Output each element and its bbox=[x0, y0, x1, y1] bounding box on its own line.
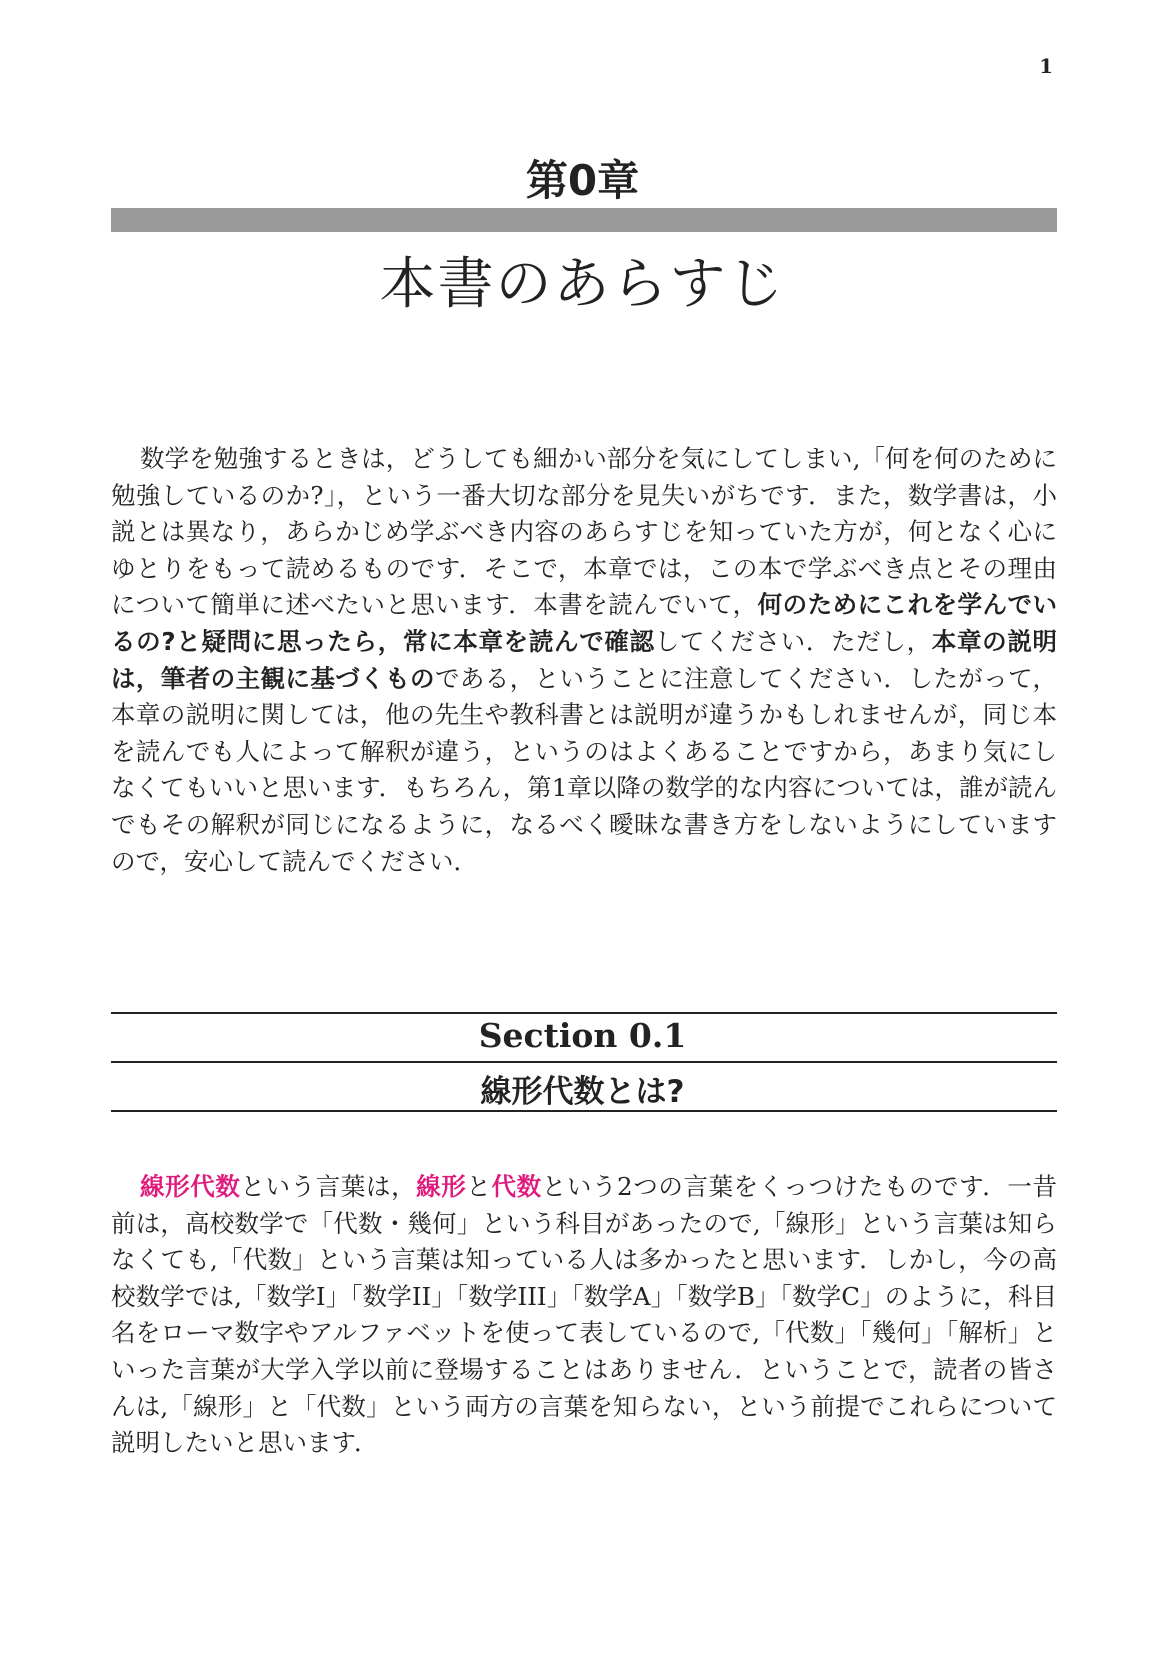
highlight-term-linear-algebra: 線形代数 bbox=[140, 1172, 241, 1201]
intro-paragraph bbox=[111, 441, 1057, 880]
section-rule-middle bbox=[111, 1061, 1057, 1063]
intro-text-1: 数学を勉強するときは，どうしても細かい部分を気にしてしまい,「何を何のために勉強しているのか?」，という一番大切な部分を見失いがちです．また，数学書は，小説とは異なり，あらかじめ学ぶべき内容のあらすじを知っていた方が，何となく心にゆとりをもって読めるものです．そこで，本章では，この本で学ぶべき点とその理由について簡単に述べたいと思います．本書を読んでいて， bbox=[111, 444, 1057, 620]
section-rule-bottom bbox=[111, 1110, 1057, 1112]
section-title: 線形代数とは? bbox=[480, 1074, 685, 1110]
section-paragraph bbox=[111, 1169, 1057, 1462]
intro-emphasis-2: 本章の説明は，筆者の主観に基づくもの bbox=[111, 626, 1057, 693]
intro-emphasis-1: 何のためにこれを学んでいるの?と疑問に思ったら，常に本章を読んで確認 bbox=[111, 590, 1058, 656]
section-text-1: という言葉は， bbox=[240, 1172, 417, 1201]
chapter-divider-bar bbox=[111, 208, 1057, 232]
page-number: 1 bbox=[1039, 54, 1053, 78]
section-text-3: という2つの言葉をくっつけたものです．一昔前は，高校数学で「代数・幾何」という科目があったので,「線形」という言葉は知らなくても,「代数」という言葉は知っている人は多かったと思います．しかし，今の高校数学では,「数学I」「数学II」「数学III」「数学A」「数学B」「数学C」のように，科目名をローマ数字やアルファベットを使って表しているので,「代数」「幾何」「解析」といった言葉が大学入学以前に登場することはありません．ということで，読者の皆さんは,「線形」と「代数」という両方の言葉を知らない，という前提でこれらについて説明したいと思います． bbox=[111, 1172, 1058, 1458]
intro-text-3: である，ということに注意してください．したがって，本章の説明に関しては，他の先生や教科書とは説明が違うかもしれませんが，同じ本を読んでも人によって解釈が違う，というのはよくあることですから，あまり気にしなくてもいいと思います．もちろん，第1章以降の数学的な内容については，誰が読んでもその解釈が同じになるように，なるべく曖昧な書き方をしないようにしていますので，安心して読んでください． bbox=[111, 663, 1058, 876]
highlight-term-linear: 線形 bbox=[416, 1172, 467, 1201]
highlight-term-algebra: 代数 bbox=[491, 1172, 542, 1201]
section-text-2: と bbox=[466, 1172, 492, 1201]
chapter-label: 第0章 bbox=[525, 156, 640, 205]
chapter-title: 本書のあらすじ bbox=[379, 252, 786, 317]
section-label: Section 0.1 bbox=[478, 1016, 687, 1055]
section-rule-top bbox=[111, 1012, 1057, 1014]
intro-text-2: してください．ただし， bbox=[654, 626, 932, 656]
